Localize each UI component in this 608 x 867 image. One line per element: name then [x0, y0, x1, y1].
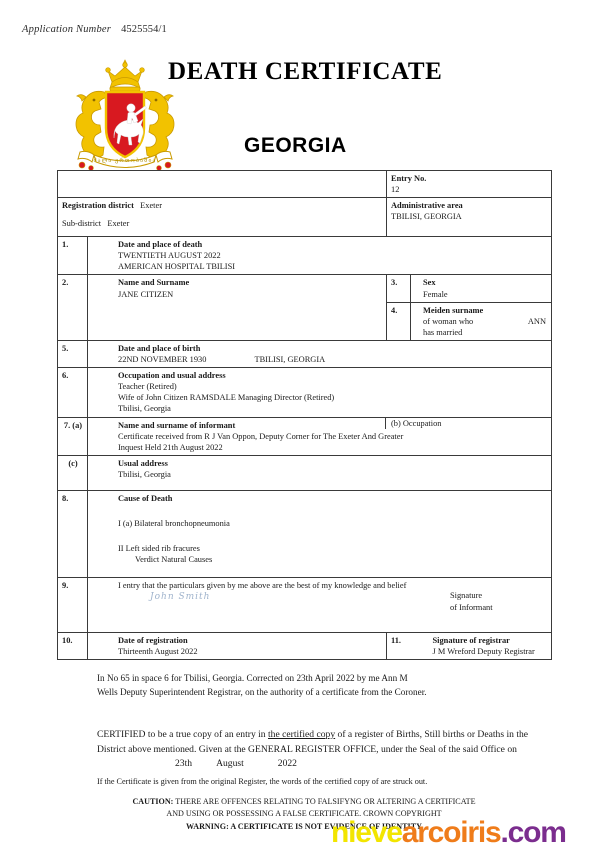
- row-number-10: 10.: [58, 632, 88, 659]
- registration-district-label: Registration district: [62, 201, 134, 211]
- certified-part1: CERTIFIED to be a true copy of an entry in: [97, 729, 269, 740]
- administrative-area-cell: [387, 198, 552, 237]
- entry-no-cell: [387, 171, 552, 198]
- date-of-birth-line: [92, 354, 548, 365]
- watermark-part-1: nieve: [331, 816, 402, 849]
- site-watermark: [331, 818, 566, 848]
- sub-district-line: [62, 218, 383, 229]
- row-number-7a: 7. (a): [58, 417, 88, 455]
- certified-day: 23th: [175, 758, 193, 770]
- row-number-1: 1.: [58, 237, 88, 275]
- registration-district-line: [62, 200, 383, 211]
- caution-line-1: [0, 796, 608, 808]
- entry-blank-cell: [58, 171, 387, 198]
- date-of-registration-cell: [88, 632, 387, 659]
- signature-label-line1: Signature: [450, 590, 483, 600]
- registration-district-cell: [58, 198, 387, 237]
- certified-year: 2022: [277, 758, 297, 770]
- application-number: [22, 24, 167, 35]
- name-surname-label: Name and Surname: [118, 278, 190, 288]
- sub-district-label: Sub-district: [62, 219, 102, 229]
- date-place-of-birth-label: Date and place of birth: [118, 343, 201, 353]
- table-row-district: [58, 198, 552, 237]
- struck-out-note: If the Certificate is given from the original Register, the words of the certified copy of are struck out.: [97, 777, 428, 786]
- certificate-header: [0, 52, 608, 172]
- informant-label: Name and surname of informant: [118, 420, 236, 430]
- informant-usual-address-label: Usual address: [118, 458, 168, 468]
- row-number-2: 2.: [58, 275, 88, 340]
- row-number-7c: (c): [58, 455, 88, 490]
- table-row-2-name: [58, 275, 552, 302]
- entry-no-label: Entry No.: [391, 174, 427, 183]
- date-place-of-death-cell: [88, 237, 552, 275]
- watermark-part-3: .com: [500, 816, 566, 849]
- table-row-6-occupation: [58, 368, 552, 417]
- row-number-11: 11.: [387, 632, 411, 659]
- correction-note-line2: Wells Deputy Superintendent Registrar, on the authority of a certificate from the Coroner.: [97, 686, 427, 697]
- declaration-cell: [88, 577, 552, 632]
- caution-line-2: AND USING OR POSSESSING A FALSE CERTIFICATE. CROWN COPYRIGHT: [166, 809, 442, 819]
- registration-district-value: Exeter: [140, 201, 163, 211]
- table-row-8-cause-of-death: [58, 490, 552, 577]
- row-number-4: 4.: [387, 302, 411, 340]
- signature-of-registrar-label: Signature of registrar: [432, 635, 510, 645]
- informant-signature: John Smith: [150, 591, 211, 602]
- signature-of-registrar-cell: [411, 632, 552, 659]
- date-of-birth-value: 22ND NOVEMBER 1930: [118, 355, 207, 365]
- table-row-7c-usual-address: [58, 455, 552, 490]
- table-row-entry-no: [58, 171, 552, 198]
- table-row-9-declaration: [58, 577, 552, 632]
- informant-value-line1: Certificate received from R J Van Oppon, Deputy Corner for The Exeter And Greater: [118, 431, 404, 441]
- table-row-1-date-place-death: [58, 237, 552, 275]
- cause-of-death-cell: [88, 490, 552, 577]
- sex-label: Sex: [423, 278, 436, 288]
- spouse-occupation-value: Wife of John Citizen RAMSDALE Managing Director (Retired): [118, 393, 335, 403]
- cause-of-death-verdict: Verdict Natural Causes: [135, 555, 213, 565]
- maiden-surname-sub1-text: of woman who: [423, 316, 474, 326]
- signature-of-registrar-value: J M Wreford Deputy Registrar: [432, 646, 535, 656]
- row-number-3: 3.: [387, 275, 411, 302]
- occupation-value: Teacher (Retired): [118, 382, 177, 392]
- informant-cell: [88, 417, 552, 455]
- country-title: GEORGIA: [244, 134, 347, 157]
- informant-usual-address-value: Tbilisi, Georgia: [118, 469, 171, 479]
- table-row-7a-informant: [58, 417, 552, 455]
- signature-of-informant-label: [450, 590, 545, 614]
- date-place-of-death-label: Date and place of death: [118, 240, 203, 250]
- maiden-surname-label: Meiden surname: [423, 305, 484, 315]
- administrative-area-label: Administrative area: [391, 201, 463, 211]
- administrative-area-value: TBILISI, GEORGIA: [391, 212, 462, 222]
- date-place-of-birth-cell: [88, 340, 552, 367]
- row-number-8: 8.: [58, 490, 88, 577]
- informant-occupation-label: (b) Occupation: [385, 418, 551, 429]
- table-row-5-date-place-birth: [58, 340, 552, 367]
- row-number-9: 9.: [58, 577, 88, 632]
- informant-value-line2: Inquest Held 21th August 2022: [118, 442, 223, 452]
- correction-note: [97, 672, 537, 700]
- sex-cell: [411, 275, 552, 302]
- watermark-part-2: arcoiris: [401, 816, 501, 849]
- name-surname-cell: [88, 275, 387, 340]
- maiden-surname-sub1: [415, 316, 548, 327]
- maiden-surname-value: ANN: [527, 316, 546, 326]
- row-number-6: 6.: [58, 368, 88, 417]
- certificate-table: [57, 170, 552, 660]
- maiden-surname-sub2: has married: [423, 327, 463, 337]
- cause-of-death-part-2: II Left sided rib fracures: [118, 543, 200, 553]
- caution-line1-text: THERE ARE OFFENCES RELATING TO FALSIFYNG OR ALTERING A CERTIFICATE: [173, 797, 476, 806]
- certified-statement: [97, 728, 549, 772]
- place-of-birth-value: TBILISI, GEORGIA: [254, 355, 326, 365]
- place-of-death-value: AMERICAN HOSPITAL TBILISI: [118, 262, 236, 272]
- date-of-registration-value: Thirteenth August 2022: [118, 646, 198, 656]
- date-of-death-value: TWENTIETH AUGUST 2022: [118, 251, 221, 261]
- declaration-text: I entry that the particulars given by me above are the best of my knowledge and belief: [118, 580, 407, 590]
- occupation-address-cell: [88, 368, 552, 417]
- page-title: DEATH CERTIFICATE: [168, 58, 443, 85]
- cause-of-death-part-1: I (a) Bilateral bronchopneumonia: [118, 518, 230, 528]
- date-of-registration-label: Date of registration: [118, 635, 188, 645]
- signature-label-line2: of Informant: [450, 602, 493, 612]
- caution-keyword: CAUTION:: [132, 797, 174, 806]
- cause-of-death-label: Cause of Death: [118, 493, 173, 503]
- application-number-label: Application Number: [22, 24, 112, 35]
- correction-note-line1: In No 65 in space 6 for Tbilisi, Georgia. Corrected on 23th April 2022 by me Ann M: [97, 673, 408, 683]
- certified-part2: of a register of Births, Still births or Deaths in the District above mentioned. Given at the GENERAL REGISTER OFFICE, under the Seal of the said Office on: [97, 729, 529, 755]
- row-number-5: 5.: [58, 340, 88, 367]
- maiden-surname-cell: [411, 302, 552, 340]
- entry-no-value: 12: [391, 185, 400, 195]
- name-surname-value: JANE CITIZEN: [118, 289, 174, 299]
- usual-address-value: Tbilisi, Georgia: [118, 404, 171, 414]
- sub-district-value: Exeter: [107, 219, 130, 229]
- informant-usual-address-cell: [88, 455, 552, 490]
- occupation-address-label: Occupation and usual address: [118, 371, 226, 381]
- sex-value: Female: [423, 289, 448, 299]
- svg-text:ძალა ერთობაშია: ძალა ერთობაშია: [93, 158, 157, 164]
- certified-month: August: [216, 758, 244, 770]
- caution-line-3: WARNING: A CERTIFICATE IS NOT EVIDENCE OF IDENTITY: [186, 821, 422, 831]
- table-row-10-11-registration: [58, 632, 552, 659]
- certified-underlined: the certified copy: [268, 729, 336, 740]
- application-number-value: 4525554/1: [121, 24, 167, 35]
